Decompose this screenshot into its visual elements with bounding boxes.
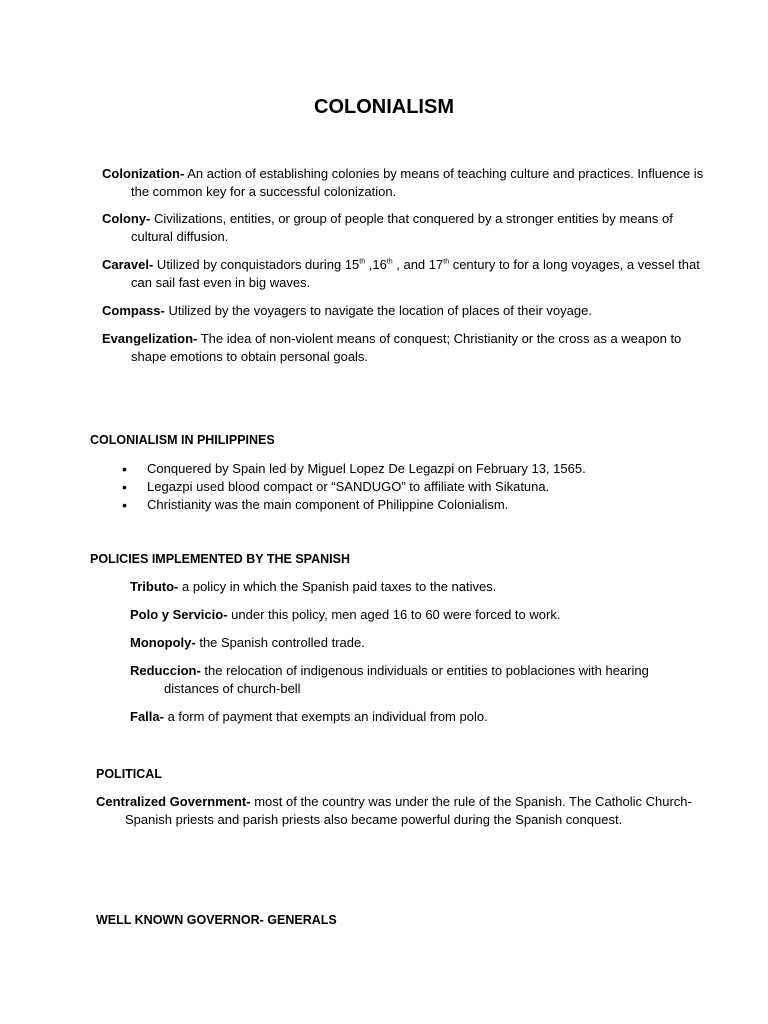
list-item-text: Conquered by Spain led by Miguel Lopez De Legazpi on February 13, 1565.	[147, 461, 586, 476]
definition-caravel	[102, 256, 721, 292]
superscript: th	[386, 258, 393, 266]
bullet-icon: •	[122, 461, 127, 477]
term-text: Utilized by the voyagers to navigate the location of places of their voyage.	[164, 303, 592, 318]
term-text: century to for a long voyages, a vessel that can sail fast even in big waves.	[131, 257, 700, 290]
policy-monopoly	[130, 634, 719, 652]
term-text: the Spanish controlled trade.	[195, 635, 365, 650]
bullet-icon: •	[122, 479, 127, 495]
section-heading-philippines: COLONIALISM IN PHILIPPINES	[90, 433, 275, 447]
definition-compass	[102, 302, 731, 320]
list-item	[122, 460, 586, 478]
list-item-text: Christianity was the main component of Philippine Colonialism.	[147, 497, 509, 512]
term-label: Evangelization-	[102, 331, 198, 346]
list-item	[122, 496, 586, 514]
term-label: Caravel-	[102, 257, 154, 272]
term-text: ,16	[365, 257, 387, 272]
policy-reduccion	[130, 662, 704, 698]
term-text: a form of payment that exempts an individual from polo.	[163, 709, 488, 724]
term-text: An action of establishing colonies by means of teaching culture and practices. Influence is the common key for a successful colonization.	[131, 166, 704, 199]
political-centralized-government	[96, 793, 720, 829]
superscript: th	[443, 258, 450, 266]
list-item	[122, 478, 586, 496]
term-label: Centralized Government-	[96, 794, 251, 809]
term-text: Utilized by conquistadors during 15	[153, 257, 360, 272]
policy-falla	[130, 708, 719, 726]
philippines-bullet-list	[122, 460, 586, 514]
definition-colonization	[102, 165, 716, 201]
term-label: Colony-	[102, 211, 151, 226]
page-title: COLONIALISM	[314, 96, 454, 118]
section-heading-governors: WELL KNOWN GOVERNOR- GENERALS	[96, 913, 337, 927]
term-text: most of the country was under the rule of the Spanish. The Catholic Church- Spanish priests and parish priests also became powerful during the Spanish conquest.	[125, 794, 692, 827]
definition-evangelization	[102, 330, 711, 366]
term-label: Compass-	[102, 303, 165, 318]
term-label: Polo y Servicio-	[130, 607, 228, 622]
term-text: The idea of non-violent means of conquest; Christianity or the cross as a weapon to shape emotions to obtain personal goals.	[131, 331, 682, 364]
term-text: , and 17	[392, 257, 444, 272]
policy-polo-y-servicio	[130, 606, 719, 624]
term-text: a policy in which the Spanish paid taxes to the natives.	[178, 579, 497, 594]
term-label: Colonization-	[102, 166, 185, 181]
section-heading-policies: POLICIES IMPLEMENTED BY THE SPANISH	[90, 552, 350, 566]
term-text: the relocation of indigenous individuals or entities to poblaciones with hearing distances of church-bell	[164, 663, 649, 696]
term-label: Tributo-	[130, 579, 179, 594]
term-text: Civilizations, entities, or group of people that conquered by a stronger entities by means of cultural diffusion.	[131, 211, 673, 244]
list-item-text: Legazpi used blood compact or “SANDUGO” to affiliate with Sikatuna.	[147, 479, 550, 494]
term-label: Falla-	[130, 709, 164, 724]
bullet-icon: •	[122, 497, 127, 513]
section-heading-political: POLITICAL	[96, 767, 162, 781]
term-label: Reduccion-	[130, 663, 201, 678]
term-label: Monopoly-	[130, 635, 196, 650]
superscript: th	[359, 258, 366, 266]
definition-colony	[102, 210, 691, 246]
policy-tributo	[130, 578, 719, 596]
term-text: under this policy, men aged 16 to 60 were forced to work.	[227, 607, 561, 622]
